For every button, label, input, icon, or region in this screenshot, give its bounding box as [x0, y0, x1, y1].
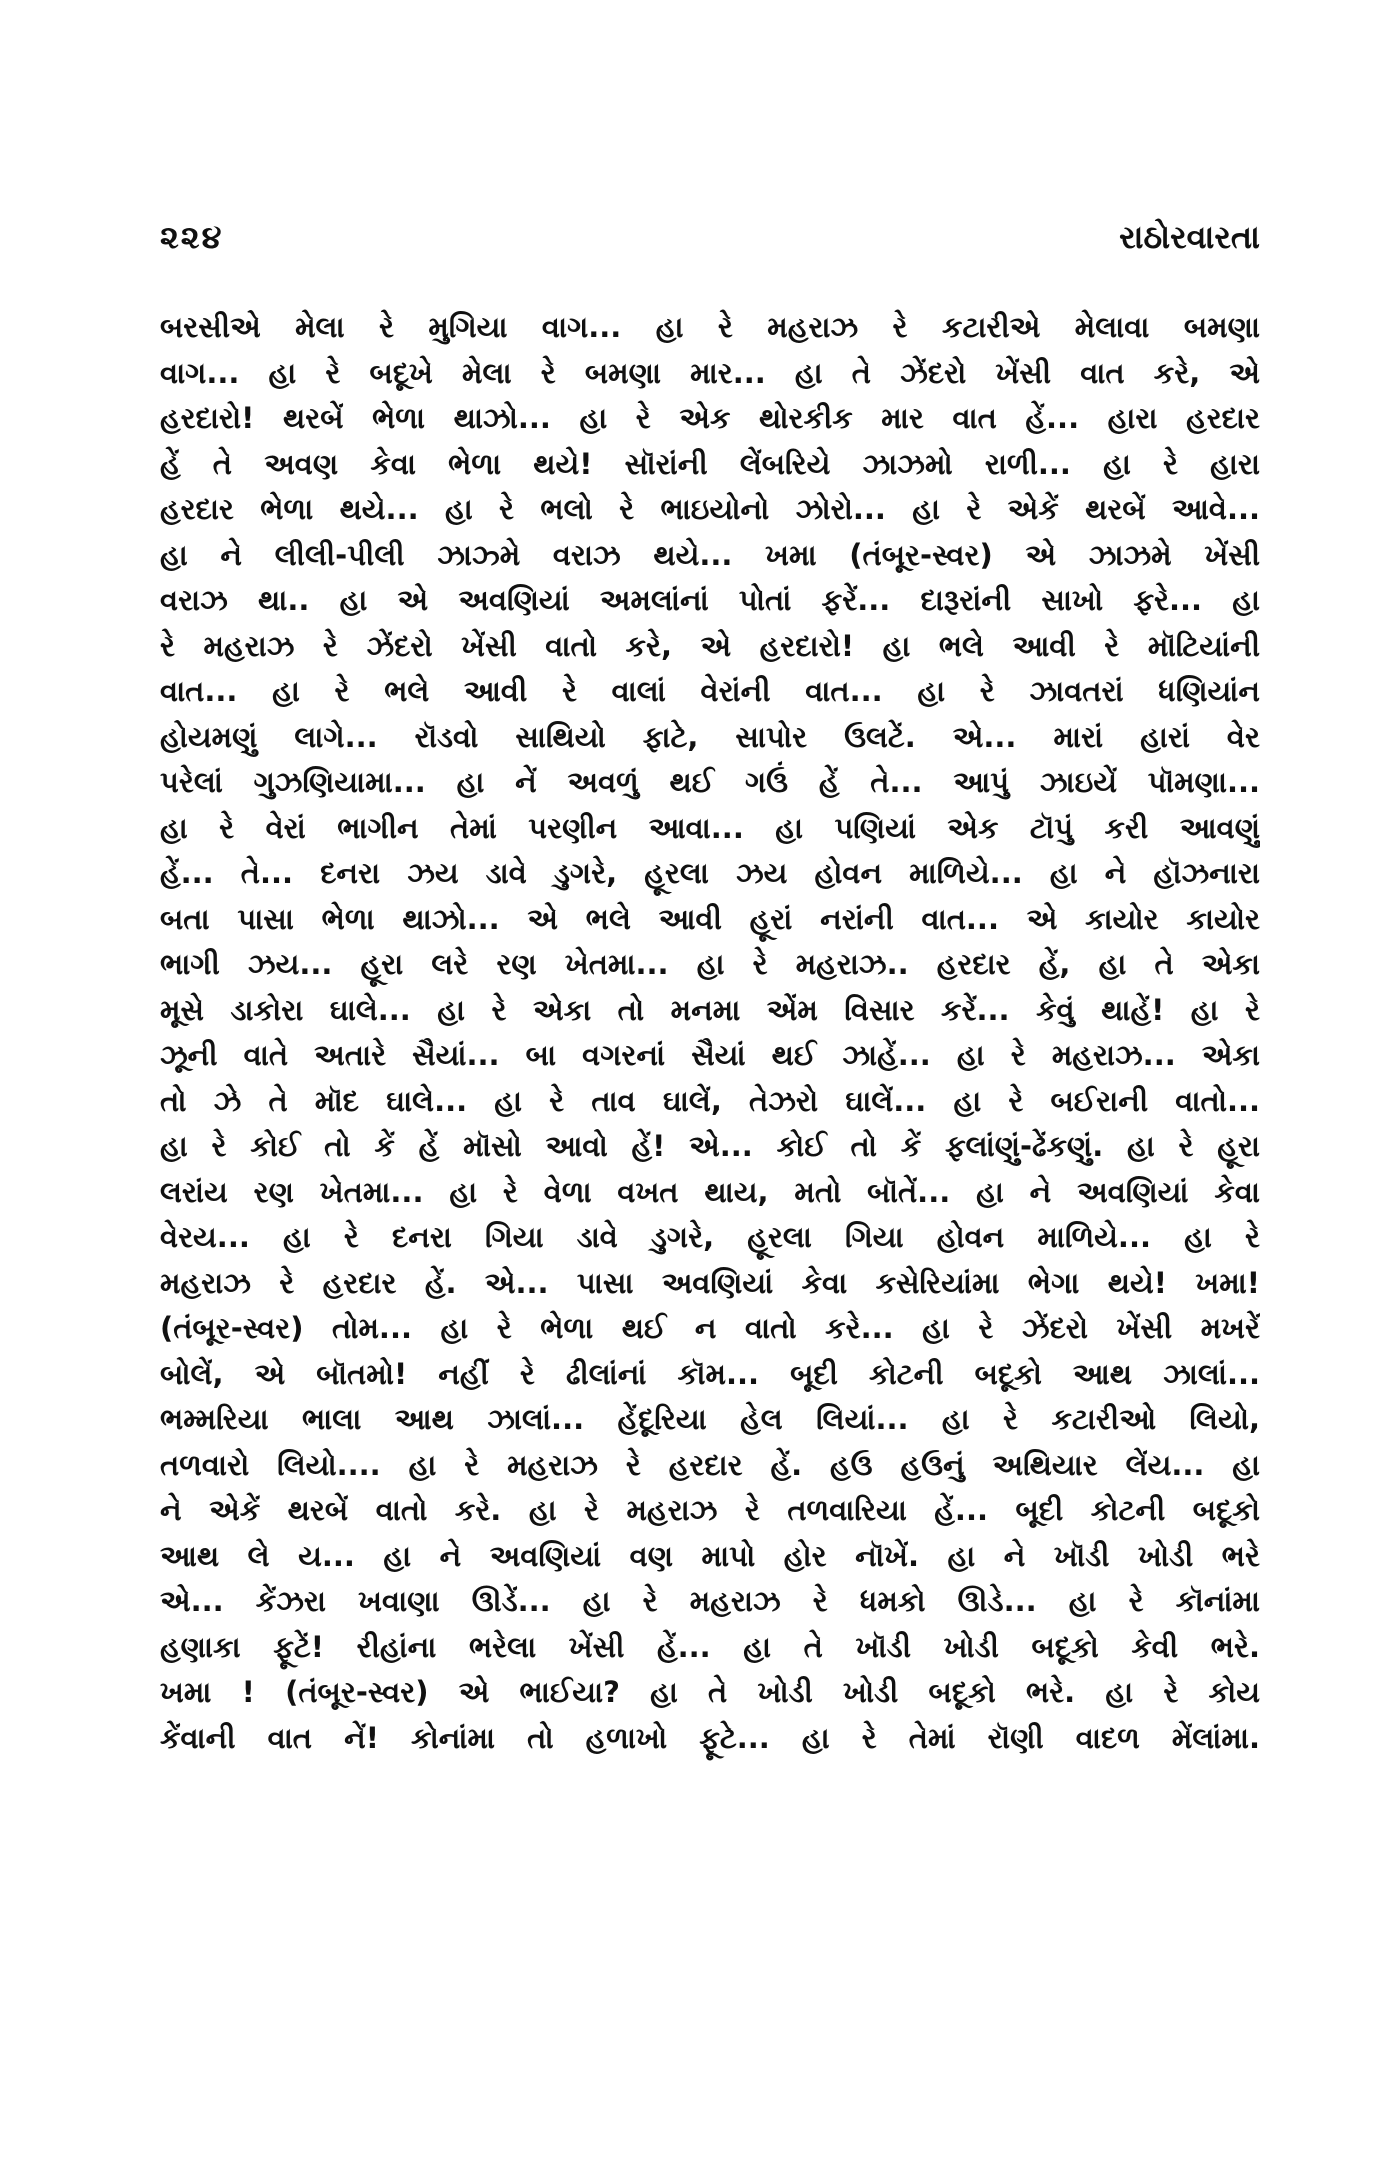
text-line: હરદારો! થરબેં ભેળા થાઝો... હા રે એક થોરકીક માર વાત હેં... હારા હરદાર: [160, 401, 1260, 435]
text-line: હેં તે અવણ કેવા ભેળા થયે! સૉરાંની લેંબરિયે ઝાઝમો રાળી... હા રે હારા: [160, 446, 1260, 481]
text-line: કેંવાની વાત નેં! કોનાંમા તો હળાખો ફૂટે... હા રે તેમાં રૉણી વાદળ મેંલાંમા.: [160, 1720, 1260, 1755]
text-line: હા રે કોઈ તો કેં હેં મૉસો આવો હેં! એ... કોઈ તો કેં ફલાંણું-ઢેંકણું. હા રે હૂરા: [160, 1129, 1260, 1163]
text-line: ઝૂની વાતે અતારે સૈયાં... બા વગરનાં સૈયાં થઈ ઝાહેં... હા રે મહરાઝ... એકા: [160, 1038, 1260, 1072]
text-line: એ... કેંઝરા ખવાણા ઊડેં... હા રે મહરાઝ રે ધમકો ઊડે... હા રે કૉનાંમા: [160, 1584, 1260, 1618]
text-line: વાગ... હા રે બદૂખે મેલા રે બમણા માર... હા તે ઝેંદરો ખેંસી વાત કરે, એ: [160, 355, 1260, 390]
text-line: પરેલાં ગુઝણિયામા... હા નેં અવળું થઈ ગઉં હેં તે... આપું ઝાઇયેં પૉમણા...: [160, 765, 1260, 799]
text-line: મહરાઝ રે હરદાર હેં. એ... પાસા અવણિયાં કેવા કસેરિયાંમા ભેગા થયે! ખમા!: [160, 1265, 1260, 1300]
page-number: ૨૨૪: [160, 218, 224, 256]
text-line: મૂસે ડાકોરા ઘાલે... હા રે એકા તો મનમા એંમ વિસાર કરેં... કેવું થાહેં! હા રે: [160, 992, 1260, 1027]
text-line: વરાઝ થા.. હા એ અવણિયાં અમલાંનાં પોતાં ફરેં... દારૂરાંની સાખો ફરે... હા: [160, 583, 1260, 617]
text-line: હણાકા ફૂટેં! રીહાંના ભરેલા ખેંસી હેં... હા તે ખૉડી ખોડી બદૂકો કેવી ભરે.: [160, 1629, 1260, 1664]
text-line: હા રે વેરાં ભાગીન તેમાં પરણીન આવા... હા પણિયાં એક ટૉપું કરી આવણું: [160, 810, 1260, 845]
text-line: હરદાર ભેળા થયે... હા રે ભલો રે ભાઇયોનો ઝોરો... હા રે એકેં થરબેં આવે...: [160, 492, 1260, 526]
text-line: વેરય... હા રે દનરા ગિયા ડાવે ડુગરે, હૂરલા ગિયા હોવન માળિયે... હા રે: [160, 1220, 1260, 1254]
running-title: રાઠોરવારતા: [1119, 218, 1260, 256]
text-line: હેં... તે... દનરા ઝય ડાવે ડુગરે, હૂરલા ઝય હોવન માળિયે... હા ને હૉઝનારા: [160, 856, 1260, 890]
text-line: તળવારો લિયો.... હા રે મહરાઝ રે હરદાર હેં. હઉ હઉનું અથિયાર લેંય... હા: [160, 1447, 1260, 1482]
text-line: વાત... હા રે ભલે આવી રે વાલાં વેરાંની વાત... હા રે ઝાવતરાં ધણિયાંન: [160, 674, 1260, 708]
text-line: ને એકેં થરબેં વાતો કરે. હા રે મહરાઝ રે તળવારિયા હેં... બૂદી કોટની બદૂકો: [160, 1493, 1260, 1527]
text-line: બતા પાસા ભેળા થાઝો... એ ભલે આવી હૂરાં નરાંની વાત... એ કાયોર કાયોર: [160, 901, 1260, 936]
text-line: હા ને લીલી-પીલી ઝાઝ્મે વરાઝ થયે... ખમા (તંબૂર-સ્વર) એ ઝાઝમે ખેંસી: [160, 537, 1260, 572]
text-line: લરાંય રણ ખેતમા... હા રે વેળા વખત થાય, મતો બૉતેં... હા ને અવણિયાં કેવા: [160, 1174, 1260, 1209]
text-line: ખમા ! (તંબૂર-સ્વર) એ ભાઈયા? હા તે ખોડી ખોડી બદૂકો ભરે. હા રે કોય: [160, 1675, 1260, 1709]
text-line: તો ઝે તે મૉદ ઘાલે... હા રે તાવ ઘાલેં, તેઝરો ઘાલેં... હા રે બઈરાની વાતો...: [160, 1083, 1260, 1118]
text-line: ભમ્મરિયા ભાલા આથ ઝાલાં... હેંદૂરિયા હેલ લિયાં... હા રે કટારીઓ લિયો,: [160, 1402, 1260, 1436]
text-line: બોલેં, એ બૉતમો! નહીં રે ઢીલાંનાં કૉમ... બૂદી કોટની બદૂકો આથ ઝાલાં...: [160, 1356, 1260, 1391]
text-line: હોયમણું લાગે... રૉડવો સાથિયો ફાટે, સાપોર ઉલટેં. એ... મારાં હારાં વેર: [160, 719, 1260, 754]
text-line: ભાગી ઝય... હૂરા લરે રણ ખેતમા... હા રે મહરાઝ.. હરદાર હેં, હા તે એકા: [160, 947, 1260, 981]
text-line: આથ લે ય... હા ને અવણિયાં વણ માપો હોર નૉખેં. હા ને ખૉડી ખોડી ભરે: [160, 1538, 1260, 1573]
text-line: બરસીએ મેલા રે મુગિયા વાગ... હા રે મહરાઝ રે કટારીએ મેલાવા બમણા: [160, 310, 1260, 344]
text-line: (તંબૂર-સ્વર) તોમ... હા રે ભેળા થઈ ન વાતો કરે... હા રે ઝેંદરો ખેંસી મખરેં: [160, 1311, 1260, 1345]
page-header: [160, 218, 1260, 268]
text-line: રે મહરાઝ રે ઝેંદરો ખેંસી વાતો કરે, એ હરદારો! હા ભલે આવી રે મૉટિયાંની: [160, 628, 1260, 663]
body-text: [160, 305, 1260, 1761]
